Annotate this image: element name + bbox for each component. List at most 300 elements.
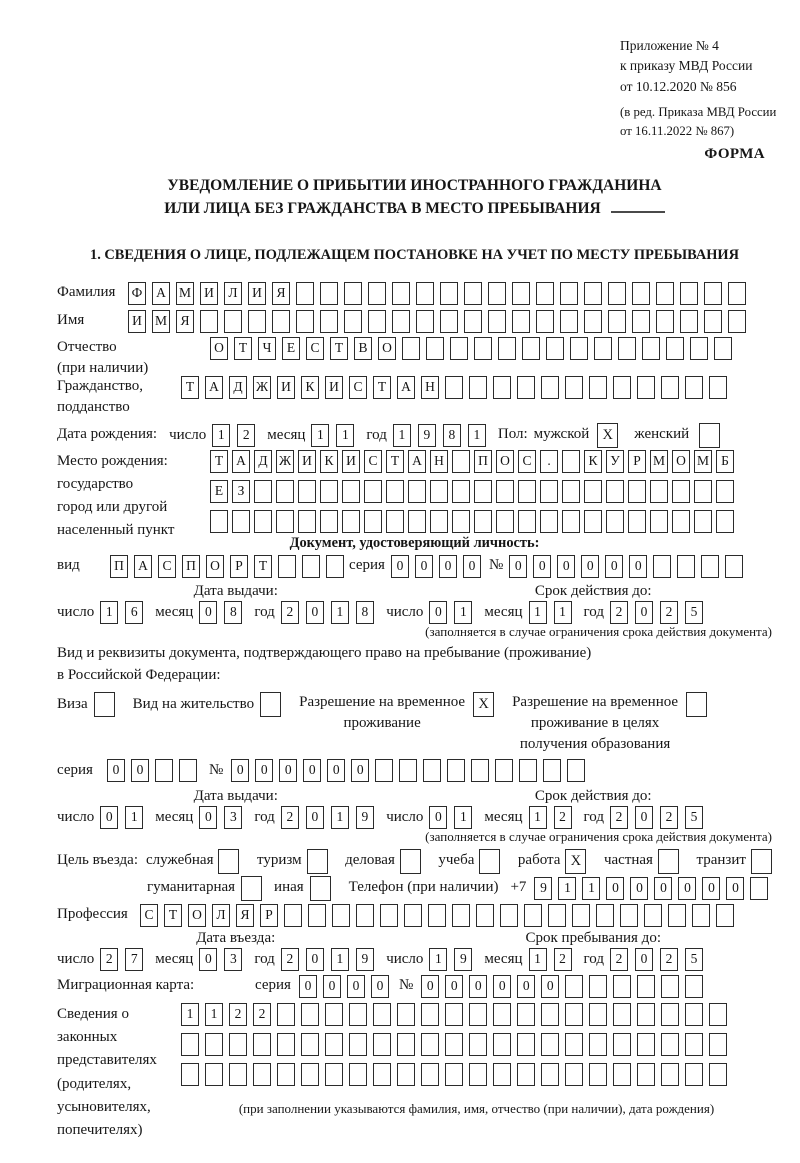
char-cell[interactable]: [464, 282, 482, 305]
char-cell[interactable]: [656, 310, 674, 333]
char-cell[interactable]: 1: [100, 601, 118, 624]
char-cell[interactable]: 1: [205, 1003, 223, 1026]
char-cell[interactable]: [567, 759, 585, 782]
char-cell[interactable]: [500, 904, 518, 927]
char-cell[interactable]: [301, 1003, 319, 1026]
char-cell[interactable]: [613, 1003, 631, 1026]
char-cell[interactable]: 2: [253, 1003, 271, 1026]
char-cell[interactable]: [469, 1003, 487, 1026]
char-cell[interactable]: [685, 975, 703, 998]
char-cell[interactable]: 2: [660, 601, 678, 624]
char-cell[interactable]: [701, 555, 719, 578]
char-cell[interactable]: А: [134, 555, 152, 578]
char-cell[interactable]: [690, 337, 708, 360]
char-cell[interactable]: Я: [236, 904, 254, 927]
char-cell[interactable]: [469, 376, 487, 399]
char-cell[interactable]: [728, 310, 746, 333]
char-cell[interactable]: [301, 1063, 319, 1086]
char-cell[interactable]: [392, 310, 410, 333]
char-cell[interactable]: Е: [282, 337, 300, 360]
char-cell[interactable]: 0: [421, 975, 439, 998]
char-cell[interactable]: [426, 337, 444, 360]
char-cell[interactable]: 2: [610, 806, 628, 829]
char-cell[interactable]: [685, 376, 703, 399]
char-cell[interactable]: 9: [534, 877, 552, 900]
char-cell[interactable]: [325, 1063, 343, 1086]
char-cell[interactable]: 2: [610, 948, 628, 971]
char-cell[interactable]: О: [210, 337, 228, 360]
option-checkbox[interactable]: X: [565, 849, 586, 874]
char-cell[interactable]: [536, 310, 554, 333]
char-cell[interactable]: И: [128, 310, 146, 333]
char-cell[interactable]: [546, 337, 564, 360]
char-cell[interactable]: [685, 1003, 703, 1026]
char-cell[interactable]: Ч: [258, 337, 276, 360]
char-cell[interactable]: [517, 1033, 535, 1056]
char-cell[interactable]: [179, 759, 197, 782]
char-cell[interactable]: 0: [630, 877, 648, 900]
char-cell[interactable]: 0: [306, 806, 324, 829]
char-cell[interactable]: [402, 337, 420, 360]
char-cell[interactable]: [517, 1063, 535, 1086]
residence-permit-checkbox[interactable]: [260, 692, 281, 717]
char-cell[interactable]: О: [206, 555, 224, 578]
char-cell[interactable]: С: [364, 450, 382, 473]
char-cell[interactable]: [471, 759, 489, 782]
char-cell[interactable]: 0: [199, 806, 217, 829]
char-cell[interactable]: [637, 1063, 655, 1086]
visa-checkbox[interactable]: [94, 692, 115, 717]
char-cell[interactable]: 7: [125, 948, 143, 971]
char-cell[interactable]: 1: [558, 877, 576, 900]
char-cell[interactable]: [200, 310, 218, 333]
char-cell[interactable]: И: [325, 376, 343, 399]
char-cell[interactable]: [452, 480, 470, 503]
char-cell[interactable]: Н: [421, 376, 439, 399]
char-cell[interactable]: [430, 480, 448, 503]
char-cell[interactable]: 0: [635, 601, 653, 624]
char-cell[interactable]: 1: [212, 424, 230, 447]
char-cell[interactable]: 0: [726, 877, 744, 900]
char-cell[interactable]: [276, 510, 294, 533]
char-cell[interactable]: [685, 1063, 703, 1086]
char-cell[interactable]: [560, 282, 578, 305]
char-cell[interactable]: [608, 310, 626, 333]
char-cell[interactable]: [342, 480, 360, 503]
char-cell[interactable]: 1: [429, 948, 447, 971]
char-cell[interactable]: К: [301, 376, 319, 399]
char-cell[interactable]: [474, 337, 492, 360]
sex-female-checkbox[interactable]: [699, 423, 720, 448]
char-cell[interactable]: 0: [306, 948, 324, 971]
char-cell[interactable]: [416, 310, 434, 333]
char-cell[interactable]: [342, 510, 360, 533]
char-cell[interactable]: 0: [605, 555, 623, 578]
char-cell[interactable]: [301, 1033, 319, 1056]
char-cell[interactable]: И: [298, 450, 316, 473]
char-cell[interactable]: [728, 282, 746, 305]
char-cell[interactable]: [589, 1033, 607, 1056]
char-cell[interactable]: [298, 510, 316, 533]
char-cell[interactable]: 0: [678, 877, 696, 900]
char-cell[interactable]: [632, 282, 650, 305]
char-cell[interactable]: [253, 1063, 271, 1086]
char-cell[interactable]: 0: [509, 555, 527, 578]
char-cell[interactable]: [536, 282, 554, 305]
char-cell[interactable]: [716, 904, 734, 927]
char-cell[interactable]: 2: [281, 601, 299, 624]
char-cell[interactable]: [430, 510, 448, 533]
char-cell[interactable]: 0: [629, 555, 647, 578]
char-cell[interactable]: Д: [229, 376, 247, 399]
char-cell[interactable]: У: [606, 450, 624, 473]
char-cell[interactable]: [373, 1003, 391, 1026]
char-cell[interactable]: [469, 1033, 487, 1056]
char-cell[interactable]: [493, 1033, 511, 1056]
char-cell[interactable]: 0: [493, 975, 511, 998]
char-cell[interactable]: И: [200, 282, 218, 305]
char-cell[interactable]: 0: [415, 555, 433, 578]
char-cell[interactable]: [637, 376, 655, 399]
char-cell[interactable]: [680, 282, 698, 305]
char-cell[interactable]: К: [584, 450, 602, 473]
char-cell[interactable]: [628, 510, 646, 533]
char-cell[interactable]: [628, 480, 646, 503]
char-cell[interactable]: [452, 510, 470, 533]
char-cell[interactable]: [714, 337, 732, 360]
char-cell[interactable]: 1: [582, 877, 600, 900]
char-cell[interactable]: [716, 510, 734, 533]
char-cell[interactable]: М: [650, 450, 668, 473]
char-cell[interactable]: [469, 1063, 487, 1086]
char-cell[interactable]: [302, 555, 320, 578]
char-cell[interactable]: Т: [330, 337, 348, 360]
char-cell[interactable]: 0: [107, 759, 125, 782]
char-cell[interactable]: Р: [260, 904, 278, 927]
char-cell[interactable]: С: [140, 904, 158, 927]
char-cell[interactable]: [476, 904, 494, 927]
char-cell[interactable]: 9: [418, 424, 436, 447]
char-cell[interactable]: [493, 1003, 511, 1026]
char-cell[interactable]: [474, 510, 492, 533]
char-cell[interactable]: 5: [685, 806, 703, 829]
char-cell[interactable]: [373, 1063, 391, 1086]
char-cell[interactable]: О: [496, 450, 514, 473]
char-cell[interactable]: [155, 759, 173, 782]
char-cell[interactable]: С: [158, 555, 176, 578]
option-checkbox[interactable]: [241, 876, 262, 901]
char-cell[interactable]: [428, 904, 446, 927]
temp-residence-education-checkbox[interactable]: [686, 692, 707, 717]
char-cell[interactable]: 2: [281, 806, 299, 829]
char-cell[interactable]: 2: [554, 948, 572, 971]
char-cell[interactable]: 0: [429, 601, 447, 624]
char-cell[interactable]: А: [152, 282, 170, 305]
char-cell[interactable]: [488, 282, 506, 305]
char-cell[interactable]: [344, 282, 362, 305]
char-cell[interactable]: 2: [229, 1003, 247, 1026]
char-cell[interactable]: 2: [610, 601, 628, 624]
char-cell[interactable]: Т: [164, 904, 182, 927]
char-cell[interactable]: 1: [468, 424, 486, 447]
char-cell[interactable]: [364, 480, 382, 503]
char-cell[interactable]: [709, 1033, 727, 1056]
char-cell[interactable]: [589, 1063, 607, 1086]
char-cell[interactable]: 0: [517, 975, 535, 998]
char-cell[interactable]: [562, 450, 580, 473]
char-cell[interactable]: .: [540, 450, 558, 473]
char-cell[interactable]: [296, 282, 314, 305]
char-cell[interactable]: [709, 376, 727, 399]
char-cell[interactable]: [519, 759, 537, 782]
char-cell[interactable]: [474, 480, 492, 503]
char-cell[interactable]: 2: [281, 948, 299, 971]
char-cell[interactable]: [637, 975, 655, 998]
char-cell[interactable]: [440, 310, 458, 333]
char-cell[interactable]: [326, 555, 344, 578]
char-cell[interactable]: [495, 759, 513, 782]
char-cell[interactable]: [642, 337, 660, 360]
char-cell[interactable]: 0: [199, 948, 217, 971]
char-cell[interactable]: [380, 904, 398, 927]
sex-male-checkbox[interactable]: X: [597, 423, 618, 448]
char-cell[interactable]: [672, 510, 690, 533]
char-cell[interactable]: [229, 1033, 247, 1056]
char-cell[interactable]: [596, 904, 614, 927]
char-cell[interactable]: 1: [311, 424, 329, 447]
char-cell[interactable]: 1: [454, 601, 472, 624]
char-cell[interactable]: [254, 510, 272, 533]
char-cell[interactable]: [694, 480, 712, 503]
char-cell[interactable]: [498, 337, 516, 360]
char-cell[interactable]: [661, 376, 679, 399]
char-cell[interactable]: [750, 877, 768, 900]
char-cell[interactable]: Ф: [128, 282, 146, 305]
char-cell[interactable]: Ж: [253, 376, 271, 399]
char-cell[interactable]: [229, 1063, 247, 1086]
char-cell[interactable]: 0: [100, 806, 118, 829]
char-cell[interactable]: Р: [628, 450, 646, 473]
char-cell[interactable]: Т: [234, 337, 252, 360]
char-cell[interactable]: [397, 1063, 415, 1086]
char-cell[interactable]: [613, 1063, 631, 1086]
char-cell[interactable]: [608, 282, 626, 305]
char-cell[interactable]: В: [354, 337, 372, 360]
char-cell[interactable]: [253, 1033, 271, 1056]
char-cell[interactable]: [677, 555, 695, 578]
char-cell[interactable]: [704, 282, 722, 305]
char-cell[interactable]: Т: [254, 555, 272, 578]
char-cell[interactable]: [447, 759, 465, 782]
char-cell[interactable]: [445, 1063, 463, 1086]
char-cell[interactable]: П: [182, 555, 200, 578]
char-cell[interactable]: [584, 282, 602, 305]
char-cell[interactable]: 0: [231, 759, 249, 782]
char-cell[interactable]: Ж: [276, 450, 294, 473]
char-cell[interactable]: [650, 480, 668, 503]
char-cell[interactable]: [364, 510, 382, 533]
char-cell[interactable]: 1: [331, 948, 349, 971]
char-cell[interactable]: 0: [702, 877, 720, 900]
char-cell[interactable]: 2: [100, 948, 118, 971]
char-cell[interactable]: [725, 555, 743, 578]
char-cell[interactable]: [368, 310, 386, 333]
char-cell[interactable]: Т: [386, 450, 404, 473]
char-cell[interactable]: 8: [356, 601, 374, 624]
option-checkbox[interactable]: [310, 876, 331, 901]
char-cell[interactable]: [541, 376, 559, 399]
char-cell[interactable]: [570, 337, 588, 360]
char-cell[interactable]: [518, 510, 536, 533]
char-cell[interactable]: М: [152, 310, 170, 333]
char-cell[interactable]: [248, 310, 266, 333]
char-cell[interactable]: [543, 759, 561, 782]
char-cell[interactable]: [181, 1063, 199, 1086]
char-cell[interactable]: 0: [635, 806, 653, 829]
char-cell[interactable]: С: [518, 450, 536, 473]
char-cell[interactable]: 9: [356, 948, 374, 971]
char-cell[interactable]: [632, 310, 650, 333]
char-cell[interactable]: [594, 337, 612, 360]
char-cell[interactable]: [716, 480, 734, 503]
char-cell[interactable]: [344, 310, 362, 333]
char-cell[interactable]: [332, 904, 350, 927]
char-cell[interactable]: 1: [336, 424, 354, 447]
char-cell[interactable]: [464, 310, 482, 333]
char-cell[interactable]: [181, 1033, 199, 1056]
char-cell[interactable]: [349, 1003, 367, 1026]
char-cell[interactable]: [386, 510, 404, 533]
char-cell[interactable]: [518, 480, 536, 503]
char-cell[interactable]: Т: [210, 450, 228, 473]
char-cell[interactable]: [210, 510, 228, 533]
char-cell[interactable]: [397, 1003, 415, 1026]
char-cell[interactable]: [540, 510, 558, 533]
char-cell[interactable]: С: [349, 376, 367, 399]
char-cell[interactable]: [560, 310, 578, 333]
char-cell[interactable]: [349, 1033, 367, 1056]
char-cell[interactable]: [548, 904, 566, 927]
char-cell[interactable]: [399, 759, 417, 782]
char-cell[interactable]: 1: [181, 1003, 199, 1026]
char-cell[interactable]: [541, 1003, 559, 1026]
char-cell[interactable]: [298, 480, 316, 503]
temp-residence-checkbox[interactable]: X: [473, 692, 494, 717]
char-cell[interactable]: 0: [255, 759, 273, 782]
char-cell[interactable]: И: [277, 376, 295, 399]
char-cell[interactable]: М: [176, 282, 194, 305]
char-cell[interactable]: [668, 904, 686, 927]
char-cell[interactable]: [254, 480, 272, 503]
char-cell[interactable]: 0: [439, 555, 457, 578]
char-cell[interactable]: [694, 510, 712, 533]
char-cell[interactable]: Б: [716, 450, 734, 473]
char-cell[interactable]: П: [110, 555, 128, 578]
char-cell[interactable]: А: [397, 376, 415, 399]
char-cell[interactable]: 1: [125, 806, 143, 829]
char-cell[interactable]: 1: [331, 806, 349, 829]
char-cell[interactable]: 3: [224, 806, 242, 829]
char-cell[interactable]: [320, 282, 338, 305]
char-cell[interactable]: 0: [347, 975, 365, 998]
char-cell[interactable]: З: [232, 480, 250, 503]
option-checkbox[interactable]: [479, 849, 500, 874]
char-cell[interactable]: [349, 1063, 367, 1086]
char-cell[interactable]: [408, 510, 426, 533]
char-cell[interactable]: [512, 310, 530, 333]
char-cell[interactable]: [416, 282, 434, 305]
option-checkbox[interactable]: [307, 849, 328, 874]
char-cell[interactable]: [565, 1063, 583, 1086]
char-cell[interactable]: О: [188, 904, 206, 927]
char-cell[interactable]: [278, 555, 296, 578]
char-cell[interactable]: [584, 510, 602, 533]
char-cell[interactable]: [637, 1033, 655, 1056]
char-cell[interactable]: 0: [131, 759, 149, 782]
char-cell[interactable]: П: [474, 450, 492, 473]
option-checkbox[interactable]: [751, 849, 772, 874]
char-cell[interactable]: 0: [303, 759, 321, 782]
char-cell[interactable]: 2: [237, 424, 255, 447]
char-cell[interactable]: [565, 1003, 583, 1026]
char-cell[interactable]: [522, 337, 540, 360]
char-cell[interactable]: [661, 975, 679, 998]
char-cell[interactable]: 5: [685, 948, 703, 971]
char-cell[interactable]: [672, 480, 690, 503]
char-cell[interactable]: 0: [606, 877, 624, 900]
char-cell[interactable]: [373, 1033, 391, 1056]
char-cell[interactable]: 2: [660, 806, 678, 829]
char-cell[interactable]: [423, 759, 441, 782]
char-cell[interactable]: [421, 1003, 439, 1026]
char-cell[interactable]: [637, 1003, 655, 1026]
char-cell[interactable]: [613, 376, 631, 399]
char-cell[interactable]: [565, 1033, 583, 1056]
char-cell[interactable]: 1: [454, 806, 472, 829]
char-cell[interactable]: [320, 310, 338, 333]
char-cell[interactable]: [565, 975, 583, 998]
char-cell[interactable]: [276, 480, 294, 503]
char-cell[interactable]: [565, 376, 583, 399]
char-cell[interactable]: Р: [230, 555, 248, 578]
char-cell[interactable]: [661, 1003, 679, 1026]
char-cell[interactable]: [392, 282, 410, 305]
char-cell[interactable]: [277, 1063, 295, 1086]
option-checkbox[interactable]: [658, 849, 679, 874]
char-cell[interactable]: [404, 904, 422, 927]
char-cell[interactable]: [613, 1033, 631, 1056]
char-cell[interactable]: [284, 904, 302, 927]
char-cell[interactable]: [606, 480, 624, 503]
char-cell[interactable]: 0: [557, 555, 575, 578]
char-cell[interactable]: [517, 376, 535, 399]
char-cell[interactable]: [572, 904, 590, 927]
char-cell[interactable]: [562, 480, 580, 503]
char-cell[interactable]: 0: [371, 975, 389, 998]
char-cell[interactable]: [496, 480, 514, 503]
char-cell[interactable]: 1: [529, 806, 547, 829]
char-cell[interactable]: [421, 1063, 439, 1086]
char-cell[interactable]: [296, 310, 314, 333]
char-cell[interactable]: [232, 510, 250, 533]
char-cell[interactable]: [517, 1003, 535, 1026]
char-cell[interactable]: 2: [554, 806, 572, 829]
char-cell[interactable]: 0: [533, 555, 551, 578]
char-cell[interactable]: [661, 1063, 679, 1086]
char-cell[interactable]: 0: [323, 975, 341, 998]
char-cell[interactable]: [656, 282, 674, 305]
char-cell[interactable]: [445, 376, 463, 399]
